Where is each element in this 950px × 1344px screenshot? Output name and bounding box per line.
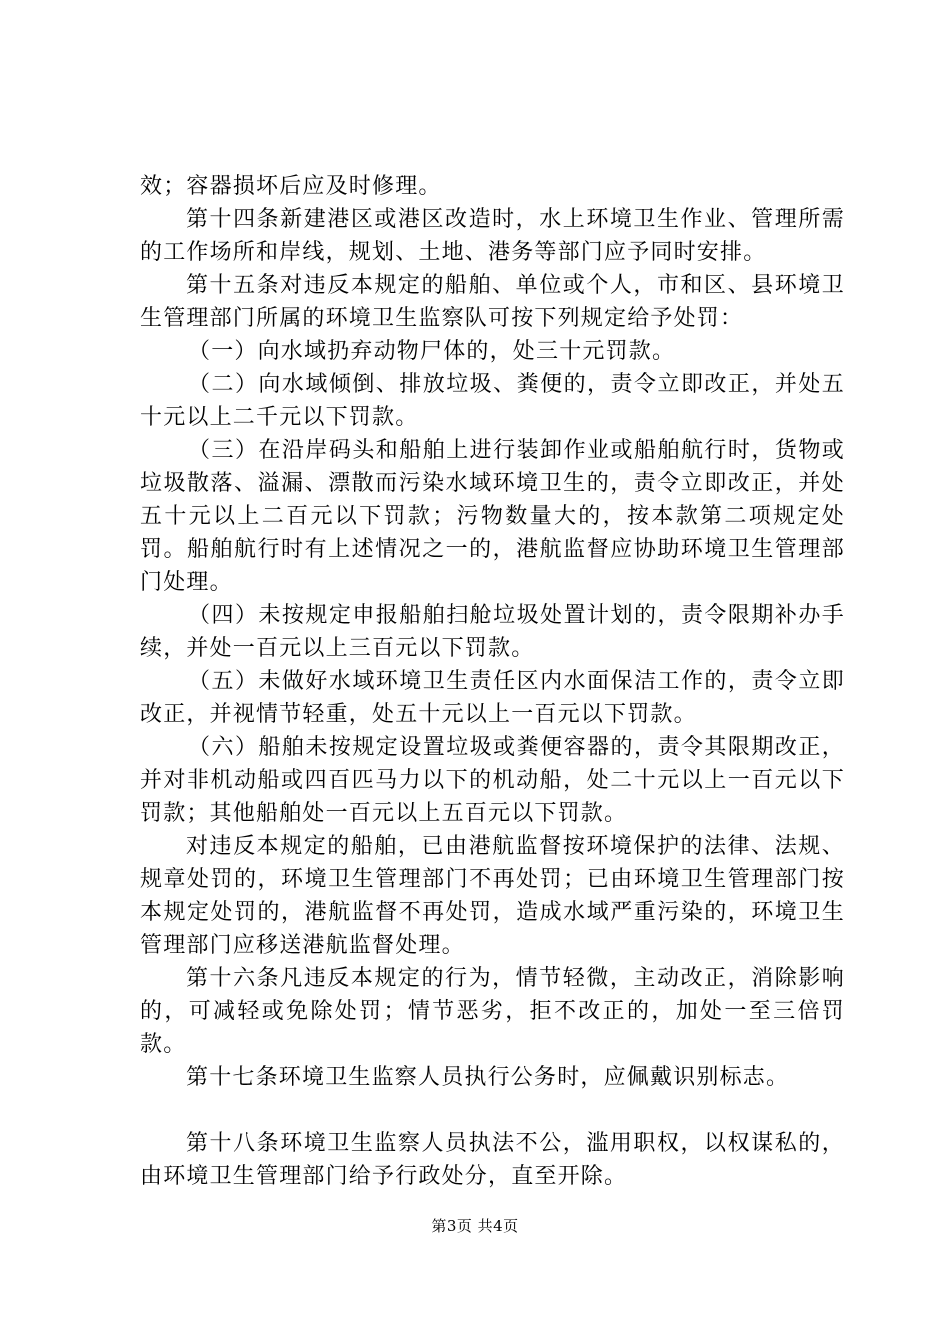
article-15-item-3: （三）在沿岸码头和船舶上进行装卸作业或船舶航行时，货物或垃圾散落、溢漏、漂散而污染水域环境卫生的，责令立即改正，并处五十元以上二百元以下罚款；污物数量大的，按本款第二项规定处罚。船舶航行时有上述情况之一的，港航监督应协助环境卫生管理部门处理。 bbox=[140, 438, 845, 595]
page-footer: 第3页 共4页 bbox=[431, 1217, 519, 1235]
article-15-supplement: 对违反本规定的船舶，已由港航监督按环境保护的法律、法规、规章处罚的，环境卫生管理部门不再处罚；已由环境卫生管理部门按本规定处罚的，港航监督不再处罚，造成水域严重污染的，环境卫生管理部门应移送港航监督处理。 bbox=[140, 834, 845, 958]
article-14: 第十四条新建港区或港区改造时，水上环境卫生作业、管理所需的工作场所和岸线，规划、土地、港务等部门应予同时安排。 bbox=[140, 207, 845, 265]
article-18: 第十八条环境卫生监察人员执法不公，滥用职权，以权谋私的，由环境卫生管理部门给予行政处分，直至开除。 bbox=[140, 1131, 845, 1189]
article-15: 第十五条对违反本规定的船舶、单位或个人，市和区、县环境卫生管理部门所属的环境卫生监察队可按下列规定给予处罚： bbox=[140, 273, 845, 331]
article-15-item-1: （一）向水域扔弃动物尸体的，处三十元罚款。 bbox=[188, 339, 676, 364]
paragraph-container-end: 效；容器损坏后应及时修理。 bbox=[140, 174, 442, 199]
article-16: 第十六条凡违反本规定的行为，情节轻微，主动改正，消除影响的，可减轻或免除处罚；情节恶劣，拒不改正的，加处一至三倍罚款。 bbox=[140, 966, 845, 1057]
article-15-item-2: （二）向水域倾倒、排放垃圾、粪便的，责令立即改正，并处五十元以上二千元以下罚款。 bbox=[140, 372, 845, 430]
article-15-item-4: （四）未按规定申报船舶扫舱垃圾处置计划的，责令限期补办手续，并处一百元以上三百元以下罚款。 bbox=[140, 603, 845, 661]
article-15-item-6: （六）船舶未按规定设置垃圾或粪便容器的，责令其限期改正，并对非机动船或四百匹马力以下的机动船，处二十元以上一百元以下罚款；其他船舶处一百元以上五百元以下罚款。 bbox=[140, 735, 845, 826]
article-15-item-5: （五）未做好水域环境卫生责任区内水面保洁工作的，责令立即改正，并视情节轻重，处五十元以上一百元以下罚款。 bbox=[140, 669, 845, 727]
paragraph-gap bbox=[140, 1094, 845, 1127]
document-body bbox=[140, 170, 845, 1193]
article-17: 第十七条环境卫生监察人员执行公务时，应佩戴识别标志。 bbox=[186, 1065, 790, 1090]
